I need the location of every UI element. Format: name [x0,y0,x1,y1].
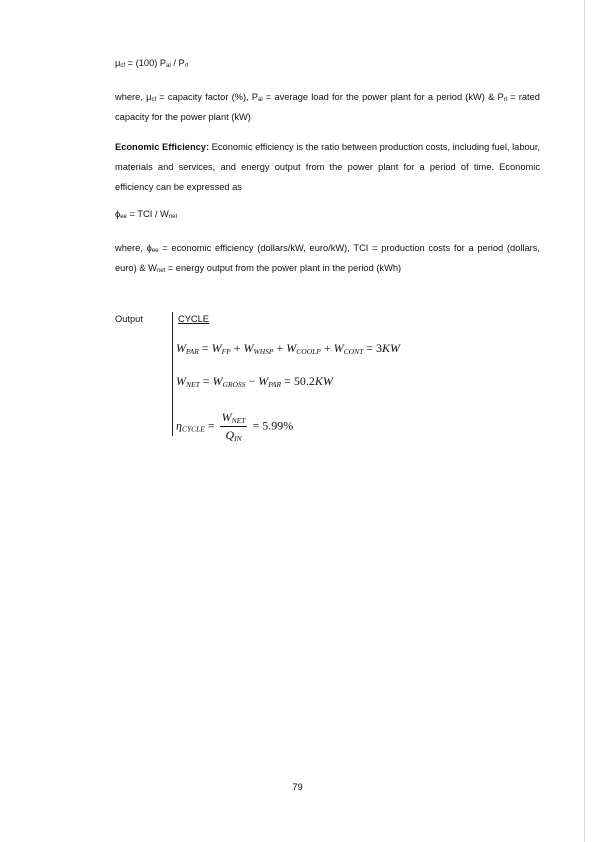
economic-efficiency-heading: Economic Efficiency: [115,142,210,152]
economic-efficiency-equation: $\phi_{ee}$ = TCI / $W_{net}$ [115,209,178,220]
output-divider [172,312,173,436]
page-number: 79 [292,782,303,792]
parasitic-power-formula: $W_{PAR} = W_{FP} + W_{WHSP} + W_{COOLP} + W_{CONT} = 3KW$ [176,341,401,356]
net-power-formula: $W_{NET} = W_{GROSS} - W_{PAR} = 50.2KW$ [176,374,333,389]
output-label: Output [115,314,143,324]
capacity-factor-equation: $\mu_{cf} = (100)$ $P_{al} / P_{rl}$ [115,58,189,69]
page-edge [584,0,585,842]
capacity-factor-definition: where, $\mu_{cf}$ = capacity factor (%), $P_{al}$ = average load for the power plant for a period (kW) & $P_{rl}$ = rated capacity for the power plant (kW) [115,92,540,122]
economic-efficiency-paragraph: Economic Efficiency: Economic efficiency is the ratio between production costs, including fuel, labour, materials and services, and energy output from the power plant for a period of time. Economic efficiency can be expressed as [115,142,540,192]
economic-efficiency-definition: where, $\phi_{ee}$ = economic efficiency (dollars/kW, euro/kW), TCI = production costs for a period (dollars, euro) & $W_{net}$ = energy output from the power plant in the period (kWh) [115,243,540,274]
cycle-title: CYCLE [178,314,210,324]
cycle-efficiency-formula: $\eta_{CYCLE}$ = $\frac{W_{NET}}{Q_{IN}}$ = 5.99% [176,410,294,443]
efficiency-fraction: $\frac{W_{NET}}{Q_{IN}}$ [221,410,246,443]
